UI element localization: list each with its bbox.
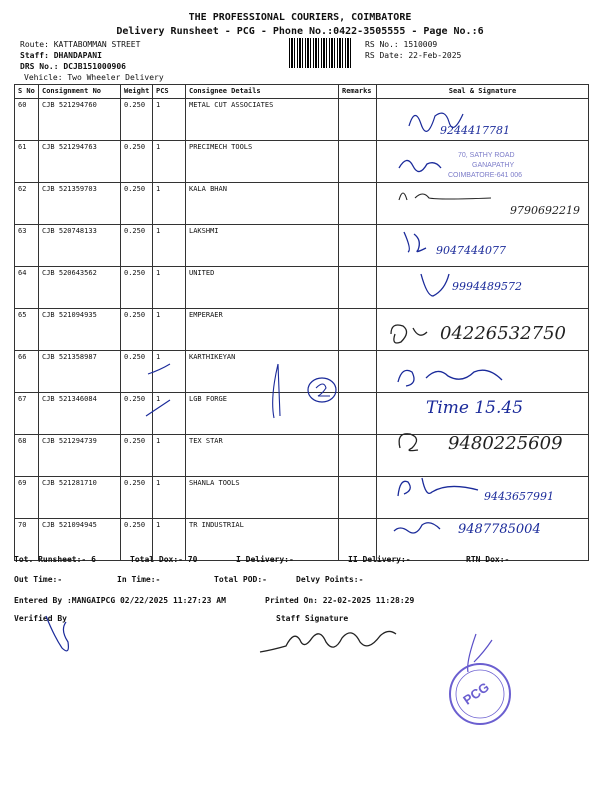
cell-weight: 0.250 xyxy=(121,141,153,183)
cell-weight: 0.250 xyxy=(121,393,153,435)
cell-sno: 67 xyxy=(15,393,39,435)
rs-date: RS Date: 22-Feb-2025 xyxy=(365,51,462,60)
col-consignment: Consignment No xyxy=(39,85,121,99)
cell-pcs: 1 xyxy=(153,519,186,561)
col-seal-signature: Seal & Signature xyxy=(377,85,589,99)
cell-consignment: CJB 521294739 xyxy=(39,435,121,477)
cell-consignee: METAL CUT ASSOCIATES xyxy=(186,99,339,141)
cell-consignment: CJB 520748133 xyxy=(39,225,121,267)
col-sno: S No xyxy=(15,85,39,99)
in-time: In Time:- xyxy=(117,575,161,584)
cell-pcs: 1 xyxy=(153,477,186,519)
staff-signature xyxy=(256,620,406,660)
cell-weight: 0.250 xyxy=(121,267,153,309)
stamp-61-line2: GANAPATHY xyxy=(472,162,515,169)
cell-consignee: KALA BHAN xyxy=(186,183,339,225)
signature-68 xyxy=(392,428,432,454)
cell-sno: 62 xyxy=(15,183,39,225)
stamp-61-line3: COIMBATORE-641 006 xyxy=(448,172,523,179)
cell-remarks xyxy=(339,477,377,519)
cell-pcs: 1 xyxy=(153,351,186,393)
col-pcs: PCS xyxy=(153,85,186,99)
cell-consignment: CJB 521359703 xyxy=(39,183,121,225)
signature-69 xyxy=(392,472,482,502)
cell-weight: 0.250 xyxy=(121,99,153,141)
total-runsheet: Tot. Runsheet:- 6 xyxy=(14,555,96,564)
cell-remarks xyxy=(339,141,377,183)
staff-label: Staff: DHANDAPANI xyxy=(20,51,102,60)
signature-60 xyxy=(405,104,465,132)
verified-signature xyxy=(40,612,80,660)
cell-consignee: KARTHIKEYAN xyxy=(186,351,339,393)
col-weight: Weight xyxy=(121,85,153,99)
cell-consignment: CJB 521294763 xyxy=(39,141,121,183)
handwritten-phone-64: 9994489572 xyxy=(452,280,522,293)
total-dox: Total Dox:- 70 xyxy=(130,555,198,564)
drs-number: DRS No.: DCJB151000906 xyxy=(20,62,126,71)
handwritten-phone-63: 9047444077 xyxy=(436,244,506,257)
cell-weight: 0.250 xyxy=(121,477,153,519)
cell-sno: 60 xyxy=(15,99,39,141)
rs-number: RS No.: 1510009 xyxy=(365,40,438,49)
cell-consignment: CJB 521281710 xyxy=(39,477,121,519)
cell-pcs: 1 xyxy=(153,141,186,183)
cell-remarks xyxy=(339,267,377,309)
col-remarks: Remarks xyxy=(339,85,377,99)
cell-remarks xyxy=(339,393,377,435)
i-delivery: I Delivery:- xyxy=(236,555,294,564)
total-pod: Total POD:- xyxy=(214,575,267,584)
verified-by-label: Verified By xyxy=(14,614,67,623)
handwritten-phone-65: 04226532750 xyxy=(440,323,566,344)
handwritten-phone-69: 9443657991 xyxy=(484,490,554,503)
cell-remarks xyxy=(339,351,377,393)
cell-sno: 66 xyxy=(15,351,39,393)
cell-sno: 69 xyxy=(15,477,39,519)
cell-weight: 0.250 xyxy=(121,435,153,477)
table-row xyxy=(15,183,589,225)
seal-text: PCG xyxy=(460,679,492,708)
signature-61 xyxy=(395,150,445,178)
cell-sno: 64 xyxy=(15,267,39,309)
entered-by: Entered By :MANGAIPCG 02/22/2025 11:27:23 AM xyxy=(14,596,226,605)
cell-pcs: 1 xyxy=(153,393,186,435)
printed-on: Printed On: 22-02-2025 11:28:29 xyxy=(265,596,415,605)
cell-consignee: SHANLA TOOLS xyxy=(186,477,339,519)
cell-consignee: TR INDUSTRIAL xyxy=(186,519,339,561)
cell-sno: 61 xyxy=(15,141,39,183)
barcode-image xyxy=(289,38,352,68)
vehicle-label: Vehicle: Two Wheeler Delivery xyxy=(24,73,164,82)
handwritten-phone-60: 9244417781 xyxy=(440,124,510,137)
handwritten-time-67: Time 15.45 xyxy=(426,398,524,418)
rtn-dox: RTN Dox:- xyxy=(466,555,510,564)
col-consignee: Consignee Details xyxy=(186,85,339,99)
cell-remarks xyxy=(339,99,377,141)
signature-67 xyxy=(392,362,512,390)
signature-70 xyxy=(390,515,446,541)
cell-consignment: CJB 521094945 xyxy=(39,519,121,561)
handwritten-phone-62: 9790692219 xyxy=(510,204,580,217)
cell-weight: 0.250 xyxy=(121,225,153,267)
cell-pcs: 1 xyxy=(153,99,186,141)
route-label: Route: KATTABOMMAN STREET xyxy=(20,40,141,49)
cell-pcs: 1 xyxy=(153,435,186,477)
cell-pcs: 1 xyxy=(153,267,186,309)
ii-delivery: II Delivery:- xyxy=(348,555,411,564)
cell-consignment: CJB 521346084 xyxy=(39,393,121,435)
cell-pcs: 1 xyxy=(153,183,186,225)
signature-65 xyxy=(385,318,435,348)
runsheet-subtitle: Delivery Runsheet - PCG - Phone No.:0422-3505555 - Page No.:6 xyxy=(116,26,484,37)
cell-sno: 65 xyxy=(15,309,39,351)
cell-sno: 70 xyxy=(15,519,39,561)
cell-consignment: CJB 521094935 xyxy=(39,309,121,351)
document-title: THE PROFESSIONAL COURIERS, COIMBATORE xyxy=(188,12,412,23)
signature-63 xyxy=(398,228,438,254)
staff-signature-label: Staff Signature xyxy=(276,614,349,623)
cell-consignee: PRECIMECH TOOLS xyxy=(186,141,339,183)
cell-remarks xyxy=(339,183,377,225)
cell-consignee: UNITED xyxy=(186,267,339,309)
cell-remarks xyxy=(339,435,377,477)
cell-consignee: LGB FORGE xyxy=(186,393,339,435)
cell-weight: 0.250 xyxy=(121,519,153,561)
cell-consignment: CJB 521358987 xyxy=(39,351,121,393)
cell-sno: 63 xyxy=(15,225,39,267)
cell-weight: 0.250 xyxy=(121,183,153,225)
cell-pcs: 1 xyxy=(153,225,186,267)
cell-consignee: EMPERAER xyxy=(186,309,339,351)
cell-consignee: TEX STAR xyxy=(186,435,339,477)
cell-weight: 0.250 xyxy=(121,309,153,351)
handwritten-phone-68: 9480225609 xyxy=(448,433,563,454)
out-time: Out Time:- xyxy=(14,575,63,584)
delivery-points: Delvy Points:- xyxy=(296,575,364,584)
cell-consignment: CJB 521294760 xyxy=(39,99,121,141)
signature-62 xyxy=(395,184,495,206)
stamp-61-line1: 70, SATHY ROAD xyxy=(458,152,515,159)
cell-remarks xyxy=(339,309,377,351)
tick-marks-66-67 xyxy=(140,358,340,422)
cell-weight: 0.250 xyxy=(121,351,153,393)
cell-pcs: 1 xyxy=(153,309,186,351)
cell-sno: 68 xyxy=(15,435,39,477)
cell-remarks xyxy=(339,225,377,267)
cell-consignment: CJB 520643562 xyxy=(39,267,121,309)
table-header-row xyxy=(15,85,589,99)
signature-64 xyxy=(415,270,455,300)
handwritten-phone-70: 9487785004 xyxy=(458,522,541,537)
cell-consignee: LAKSHMI xyxy=(186,225,339,267)
